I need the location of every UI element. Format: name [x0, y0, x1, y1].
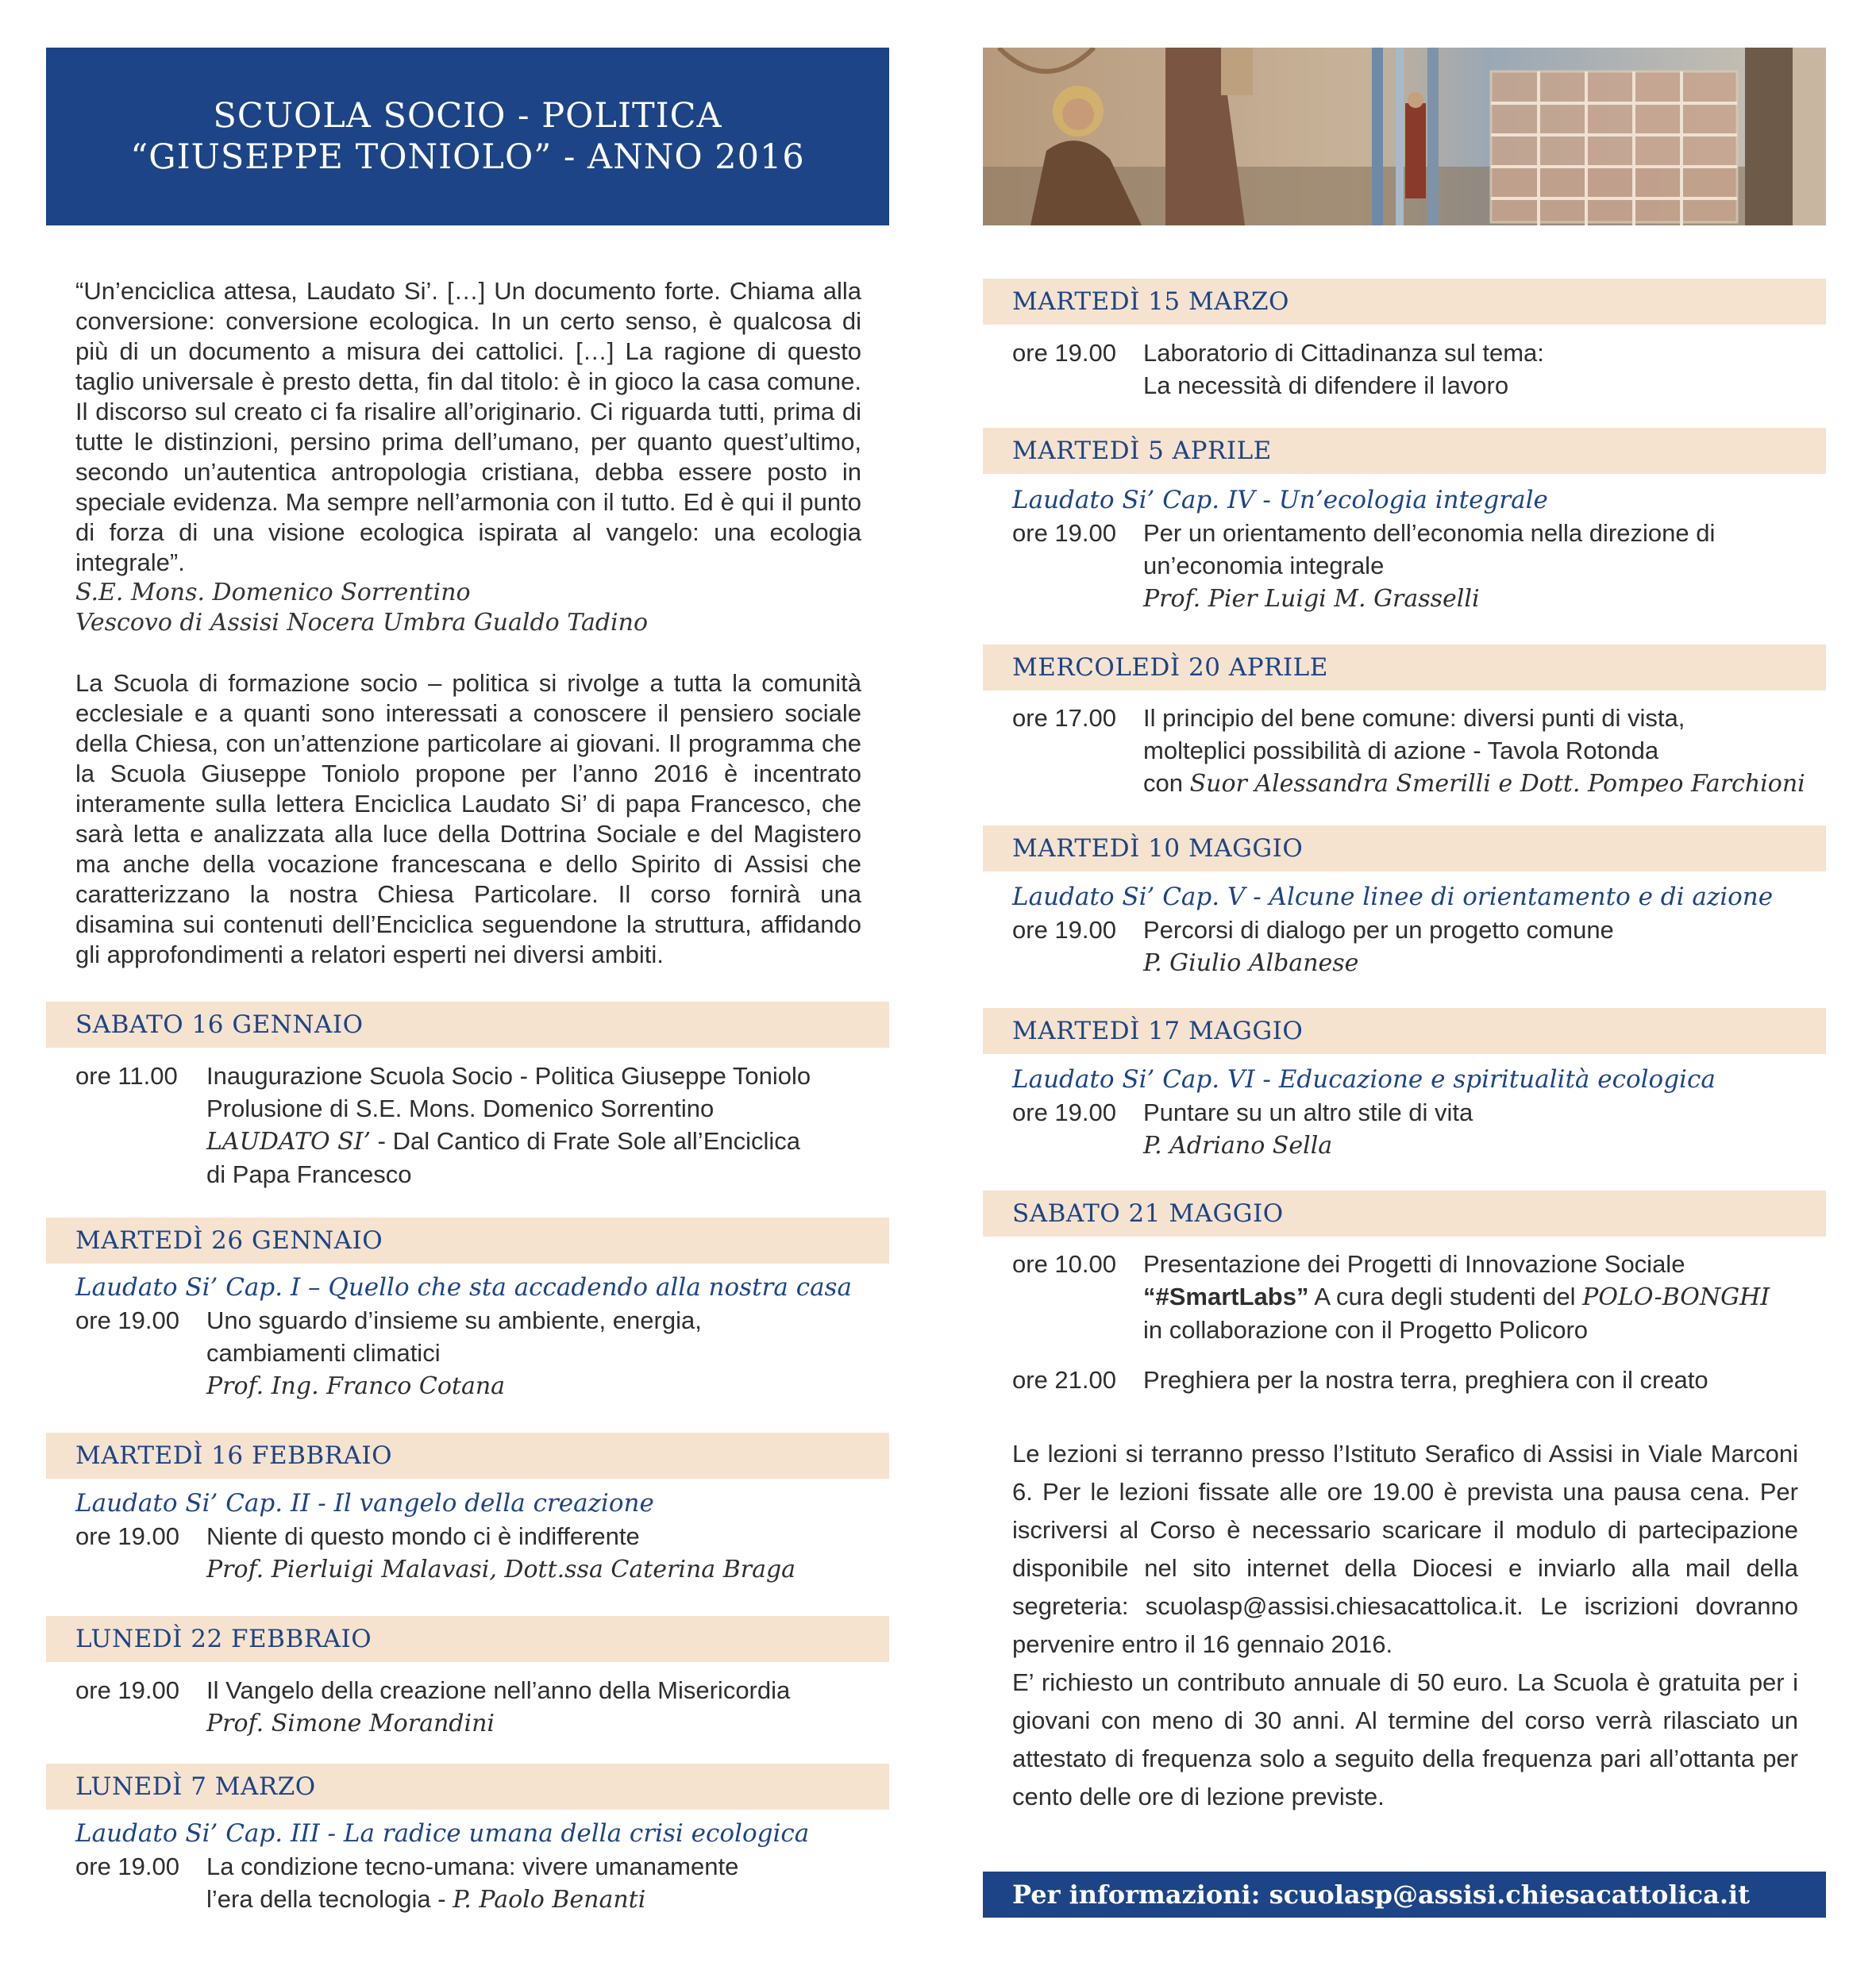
session-emph: LAUDATO SI’	[206, 1128, 372, 1156]
intro-quote: “Un’enciclica attesa, Laudato Si’. […] Un documento forte. Chiama alla conversione: conversione ecologica. In un certo senso, è qualcosa di più di un documento a misura dei cattolici. […] La ragione di questo taglio universale è presto detta, fin dal titolo: è in gioco la casa comune. Il discorso sul creato ci fa risalire all’originario. Ci riguarda tutti, prima di tutte le distinzioni, persino prima dell’umano, per quanto quest’ultimo, secondo un’autentica antropologia cristiana, debba essere posto in speciale evidenza. Ma sempre nell’armonia con il tutto. Ed è qui il punto di forza di una visione ecologica ispirata al vangelo: una ecologia integrale”.	[75, 277, 861, 576]
session-line: Prolusione di S.E. Mons. Domenico Sorrentino	[206, 1095, 715, 1122]
session-line: Il Vangelo della creazione nell’anno della Misericordia	[206, 1676, 791, 1704]
session-line: - Dal Cantico di Frate Sole all’Enciclica	[371, 1127, 801, 1155]
time: ore 19.00	[75, 1522, 179, 1550]
session-s11	[1012, 1248, 1814, 1396]
date-label: SABATO 21 MAGGIO	[1012, 1199, 1284, 1228]
notes	[1012, 1435, 1798, 1816]
session-emph: “#SmartLabs”	[1143, 1283, 1309, 1310]
session-line: molteplici possibilità di azione - Tavola Rotonda	[1143, 737, 1659, 764]
session-line: La necessità di difendere il lavoro	[1143, 371, 1509, 399]
date-banner-s9	[983, 825, 1826, 871]
time: ore 19.00	[1012, 1099, 1116, 1126]
session-line: La condizione tecno-umana: vivere umanamente	[206, 1853, 739, 1880]
email-link[interactable]: scuolasp@assisi.chiesacattolica.it	[1145, 1592, 1517, 1620]
date-banner-s11	[983, 1191, 1826, 1237]
session-s9	[1012, 881, 1814, 979]
date-label: LUNEDÌ 22 FEBBRAIO	[75, 1625, 372, 1653]
session-line: Inaugurazione Scuola Socio - Politica Giuseppe Toniolo	[206, 1062, 811, 1090]
chapter-title: Laudato Si’ Cap. V - Alcune linee di orientamento e di azione	[1012, 883, 1774, 911]
session-line: Presentazione dei Progetti di Innovazione Sociale	[1143, 1250, 1685, 1278]
date-banner-s2	[46, 1218, 889, 1264]
session-line: Niente di questo mondo ci è indifferente	[206, 1522, 640, 1550]
speaker: Prof. Pierluigi Malavasi, Dott.ssa Caterina Braga	[206, 1556, 796, 1583]
intro	[75, 276, 861, 970]
time: ore 19.00	[1012, 916, 1116, 944]
session-emph: POLO-BONGHI	[1582, 1283, 1770, 1311]
session-line: con	[1143, 769, 1190, 797]
date-label: MARTEDÌ 26 GENNAIO	[75, 1226, 383, 1255]
date-banner-s10	[983, 1008, 1826, 1054]
chapter-title: Laudato Si’ Cap. VI - Educazione e spiritualità ecologica	[1012, 1065, 1716, 1094]
date-label: MARTEDÌ 10 MAGGIO	[1012, 834, 1304, 863]
speaker: P. Paolo Benanti	[453, 1886, 646, 1914]
notes-text: . Le iscrizioni dovranno pervenire entro il 16 gennaio 2016.	[1012, 1592, 1799, 1658]
session-line: l’era della tecnologia -	[206, 1885, 453, 1913]
session-line: cambiamenti climatici	[206, 1339, 441, 1367]
date-label: MARTEDÌ 17 MAGGIO	[1012, 1017, 1304, 1045]
time: ore 19.00	[1012, 519, 1116, 547]
date-label: LUNEDÌ 7 MARZO	[75, 1772, 316, 1801]
speaker: Prof. Simone Morandini	[206, 1710, 495, 1737]
session-line: in collaborazione con il Progetto Policoro	[1143, 1316, 1589, 1344]
date-label: SABATO 16 GENNAIO	[75, 1010, 364, 1039]
speaker: Prof. Ing. Franco Cotana	[206, 1372, 506, 1400]
date-label: MARTEDÌ 16 FEBBRAIO	[75, 1441, 393, 1470]
date-banner-s7	[983, 428, 1826, 474]
chapter-title: Laudato Si’ Cap. I – Quello che sta accadendo alla nostra casa	[75, 1273, 852, 1302]
session-s3	[75, 1487, 877, 1586]
time: ore 10.00	[1012, 1250, 1116, 1278]
session-line: un’economia integrale	[1143, 552, 1385, 579]
notes-paragraph-1	[1012, 1435, 1798, 1664]
date-banner-s1	[46, 1002, 889, 1048]
session-s2	[75, 1272, 877, 1402]
fresco-illustration	[983, 48, 1826, 225]
date-label: MARTEDÌ 15 MARZO	[1012, 287, 1289, 316]
notes-paragraph-2: E’ richiesto un contributo annuale di 50 euro. La Scuola è gratuita per i giovani con meno di 30 anni. Al termine del corso verrà rilasciato un attestato di frequenza solo a seguito della frequenza pari all’ottanta per cento delle ore di lezione previste.	[1012, 1668, 1798, 1810]
intro-paragraph: La Scuola di formazione socio – politica si rivolge a tutta la comunità ecclesiale e a quanti sono interessati a conoscere il pensiero sociale della Chiesa, con un’attenzione particolare ai giovani. Il programma che la Scuola Giuseppe Toniolo propone per l’anno 2016 è incentrato interamente sulla lettera Enciclica Laudato Si’ di papa Francesco, che sarà letta e analizzata alla luce della Dottrina Sociale e del Magistero ma anche della vocazione francescana e dello Spirito di Assisi che caratterizzano la nostra Chiesa Particolare. Il corso fornirà una disamina sui contenuti dell’Enciclica seguendone la struttura, affidando gli approfondimenti a relatori esperti nei diversi ambiti.	[75, 669, 861, 968]
time: ore 17.00	[1012, 704, 1116, 732]
session-s7	[1012, 484, 1814, 615]
session-line: Preghiera per la nostra terra, preghiera con il creato	[1143, 1366, 1708, 1394]
chapter-title: Laudato Si’ Cap. IV - Un’ecologia integrale	[1012, 486, 1548, 514]
speaker: P. Giulio Albanese	[1143, 949, 1359, 977]
date-banner-s5	[46, 1764, 889, 1810]
session-s6	[1012, 337, 1814, 402]
title-box	[46, 48, 889, 225]
date-label: MARTEDÌ 5 APRILE	[1012, 437, 1272, 465]
session-line: di Papa Francesco	[206, 1160, 412, 1188]
time: ore 21.00	[1012, 1366, 1116, 1394]
session-line: Il principio del bene comune: diversi punti di vista,	[1143, 704, 1685, 732]
session-line: A cura degli studenti del	[1308, 1283, 1583, 1310]
time: ore 19.00	[75, 1853, 179, 1880]
time: ore 11.00	[75, 1062, 178, 1090]
date-banner-s8	[983, 644, 1826, 691]
info-bar	[983, 1872, 1826, 1918]
date-banner-s4	[46, 1616, 889, 1662]
time: ore 19.00	[75, 1676, 179, 1704]
info-text[interactable]: Per informazioni: scuolasp@assisi.chiesacattolica.it	[1012, 1880, 1750, 1910]
speaker: Prof. Pier Luigi M. Grasselli	[1143, 585, 1480, 613]
speaker: P. Adriano Sella	[1143, 1132, 1333, 1160]
session-s8	[1012, 702, 1814, 800]
session-line: Uno sguardo d’insieme su ambiente, energia,	[206, 1306, 702, 1334]
signature-role: Vescovo di Assisi Nocera Umbra Gualdo Tadino	[75, 609, 649, 637]
session-s4	[75, 1674, 877, 1740]
date-banner-s6	[983, 279, 1826, 325]
session-line: Per un orientamento dell’economia nella direzione di	[1143, 519, 1716, 547]
signature-name: S.E. Mons. Domenico Sorrentino	[75, 579, 471, 606]
fresco-image	[983, 48, 1826, 225]
title-line-2: “GIUSEPPE TONIOLO” - ANNO 2016	[130, 137, 805, 177]
chapter-title: Laudato Si’ Cap. II - Il vangelo della creazione	[75, 1489, 654, 1518]
session-s10	[1012, 1064, 1814, 1162]
session-line: Puntare su un altro stile di vita	[1143, 1099, 1473, 1126]
session-s1	[75, 1060, 877, 1191]
time: ore 19.00	[75, 1306, 179, 1334]
notes-text: Le lezioni si terranno presso l’Istituto Serafico di Assisi in Viale Marconi 6. Per le lezioni fissate alle ore 19.00 è prevista una pausa cena. Per iscriversi al Corso è necessario scaricare il modulo di partecipazione disponibile nel sito internet della Diocesi e inviarlo alla mail della segreteria:	[1012, 1440, 1798, 1620]
session-s5	[75, 1818, 877, 1916]
speaker: Suor Alessandra Smerilli e Dott. Pompeo Farchioni	[1189, 770, 1805, 798]
date-label: MERCOLEDÌ 20 APRILE	[1012, 653, 1328, 682]
title-line-1: SCUOLA SOCIO - POLITICA	[213, 96, 722, 136]
chapter-title: Laudato Si’ Cap. III - La radice umana della crisi ecologica	[75, 1819, 810, 1848]
session-line: Percorsi di dialogo per un progetto comune	[1143, 916, 1614, 944]
date-banner-s3	[46, 1433, 889, 1479]
time: ore 19.00	[1012, 339, 1116, 367]
session-line: Laboratorio di Cittadinanza sul tema:	[1143, 339, 1544, 367]
